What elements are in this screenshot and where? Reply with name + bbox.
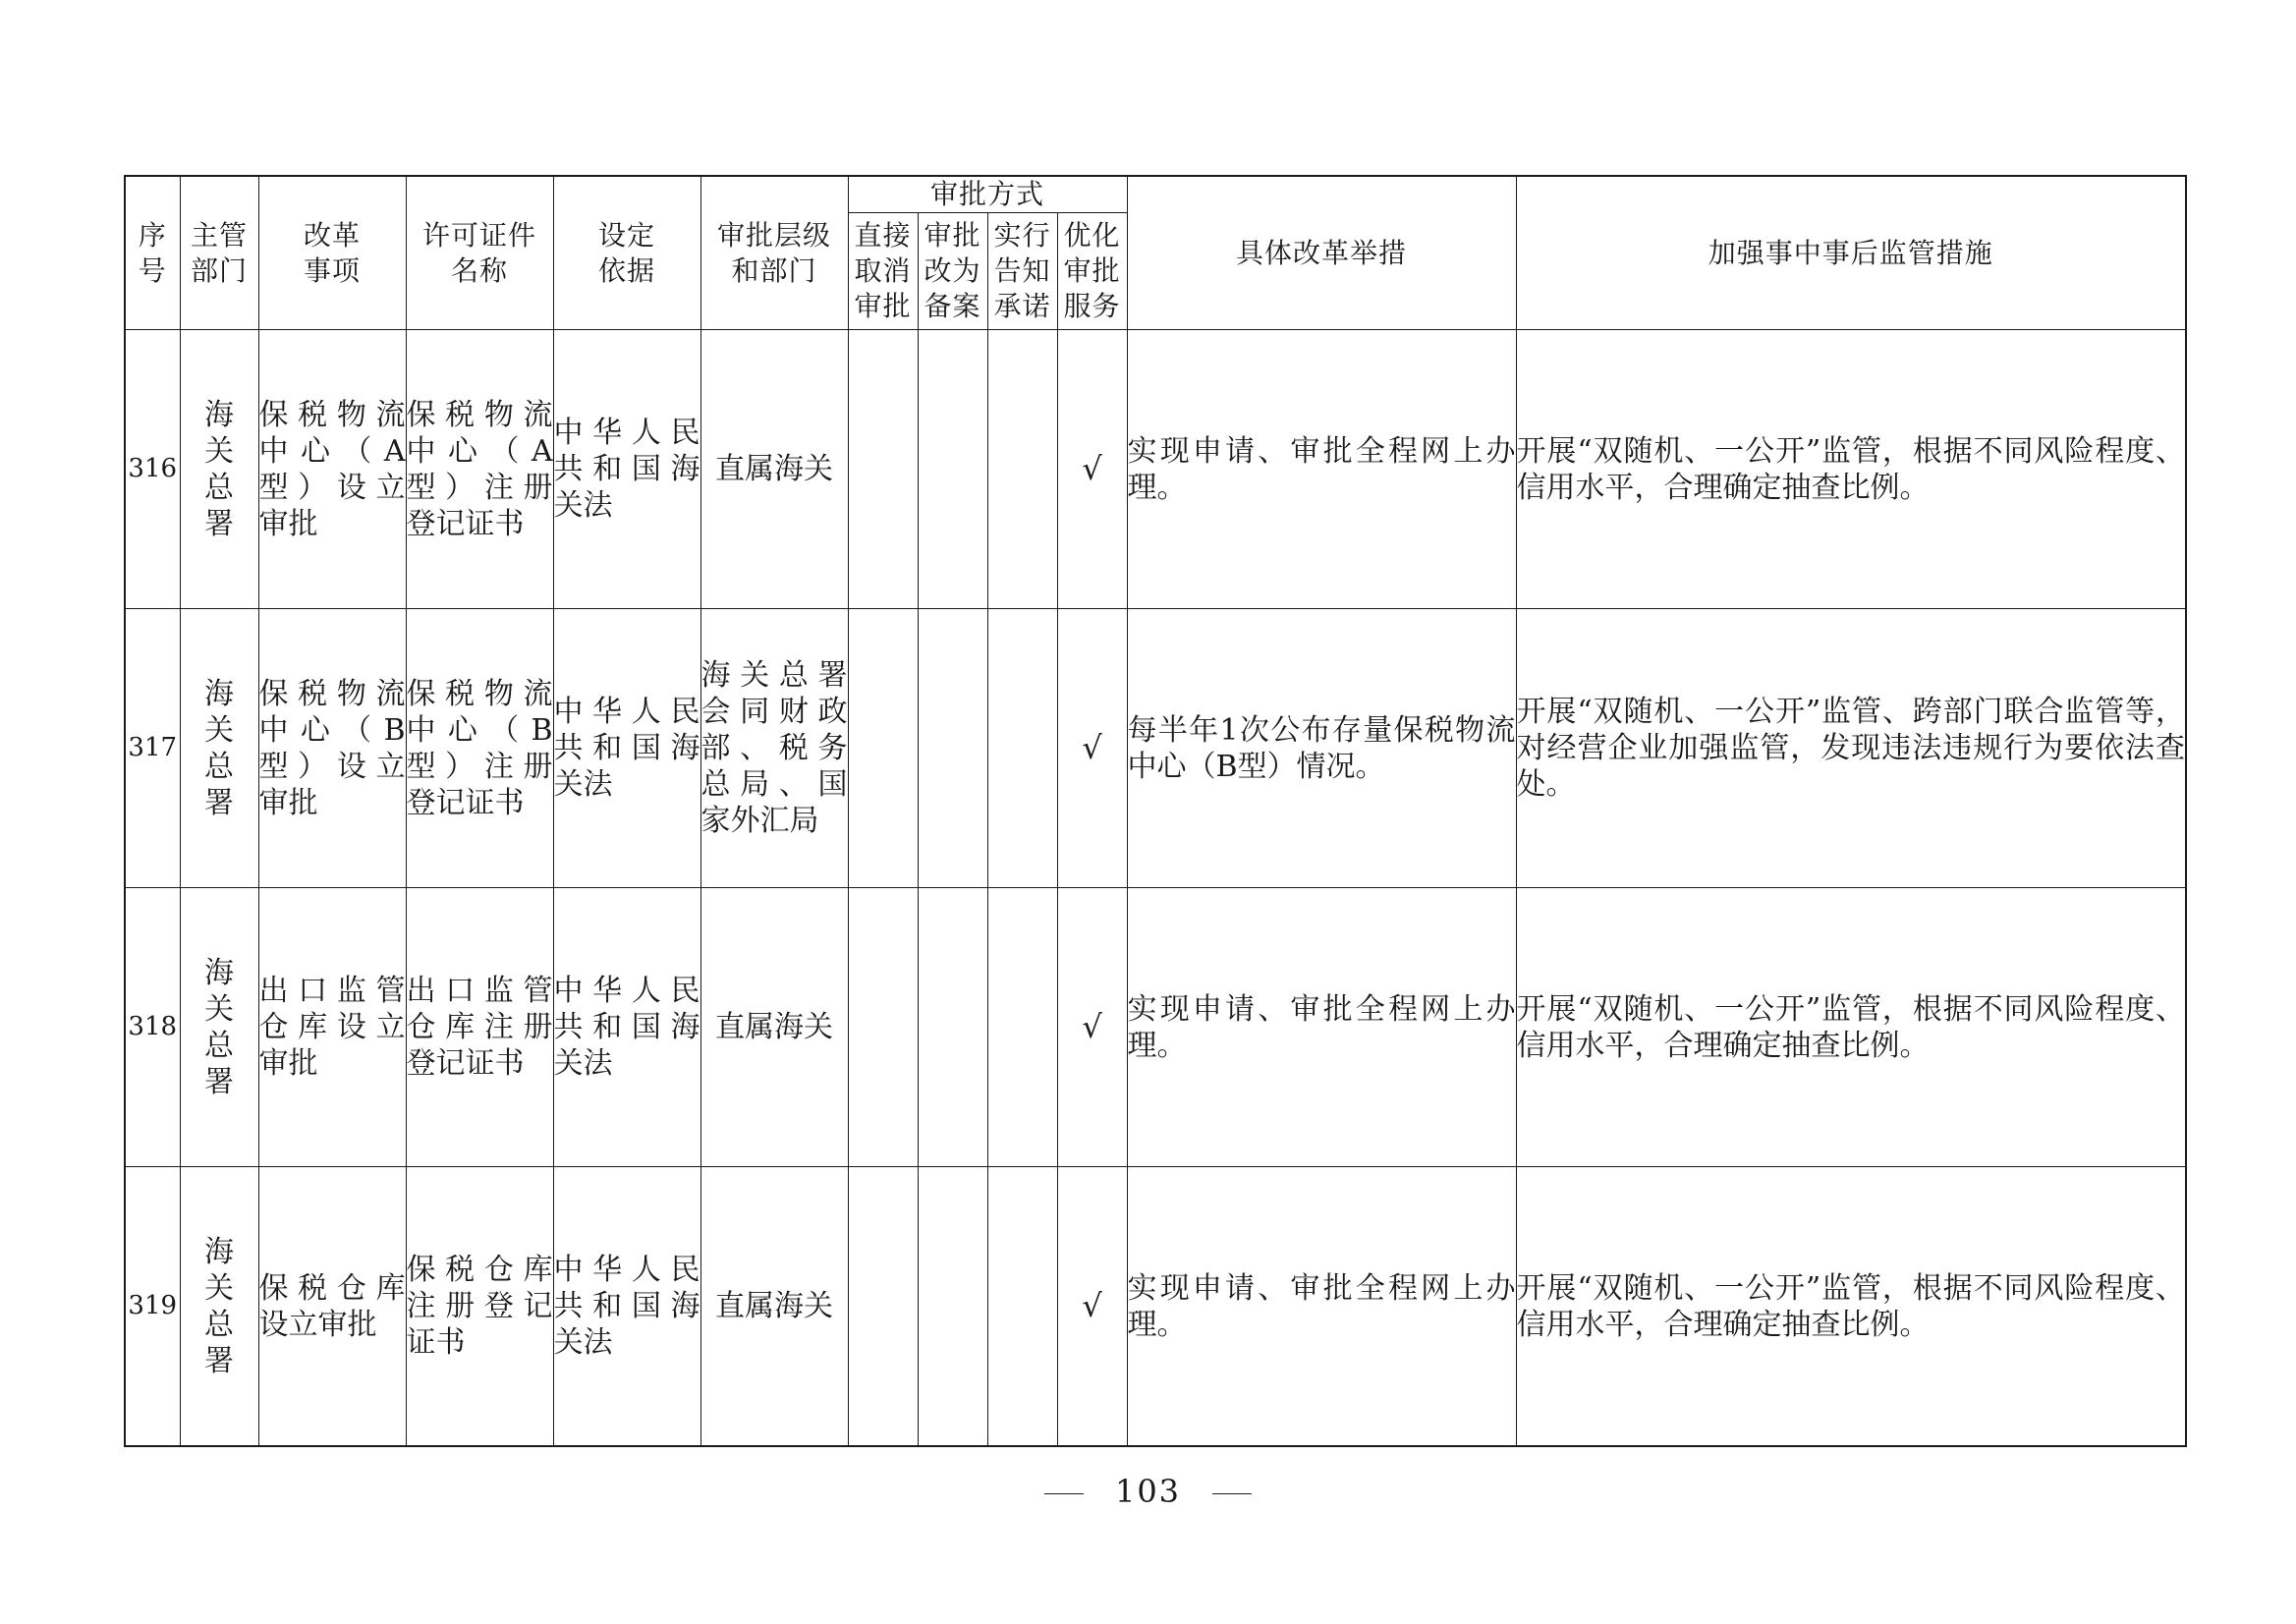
table-row — [125, 609, 2186, 888]
header-method-record: 审批改为备案 — [918, 213, 987, 330]
cell-optimize-check: √ — [1057, 330, 1127, 609]
table-row — [125, 1167, 2186, 1447]
cell-record — [918, 1167, 987, 1447]
header-license: 许可证件名称 — [406, 176, 553, 330]
page-number — [0, 1472, 2296, 1511]
cell-cancel — [848, 609, 918, 888]
header-method-cancel: 直接取消审批 — [848, 213, 918, 330]
cell-notify — [987, 330, 1057, 609]
cell-dept: 海关总署 — [180, 888, 258, 1167]
cell-level: 直属海关 — [700, 888, 848, 1167]
cell-record — [918, 330, 987, 609]
cell-item: 保税仓库设立审批 — [258, 1167, 406, 1447]
cell-license: 保税物流中心（B型）注册登记证书 — [406, 609, 553, 888]
reform-table — [124, 175, 2187, 1447]
cell-measures: 实现申请、审批全程网上办理。 — [1127, 330, 1516, 609]
header-level: 审批层级和部门 — [700, 176, 848, 330]
cell-dept: 海关总署 — [180, 330, 258, 609]
header-supervision: 加强事中事后监管措施 — [1516, 176, 2186, 330]
cell-notify — [987, 1167, 1057, 1447]
cell-cancel — [848, 888, 918, 1167]
table-row — [125, 330, 2186, 609]
header-method-notify: 实行告知承诺 — [987, 213, 1057, 330]
cell-license: 保税仓库注册登记证书 — [406, 1167, 553, 1447]
cell-level: 海关总署会同财政部、税务总局、国家外汇局 — [700, 609, 848, 888]
header-measures: 具体改革举措 — [1127, 176, 1516, 330]
page-number-dash-right — [1212, 1493, 1252, 1494]
header-item: 改革事项 — [258, 176, 406, 330]
cell-measures: 实现申请、审批全程网上办理。 — [1127, 888, 1516, 1167]
cell-license: 保税物流中心（A型）注册登记证书 — [406, 330, 553, 609]
table-row — [125, 888, 2186, 1167]
header-seq: 序号 — [125, 176, 180, 330]
cell-measures: 每半年1次公布存量保税物流中心（B型）情况。 — [1127, 609, 1516, 888]
cell-record — [918, 888, 987, 1167]
cell-seq: 316 — [125, 330, 180, 609]
cell-dept: 海关总署 — [180, 609, 258, 888]
page-number-dash-left — [1044, 1493, 1084, 1494]
cell-seq: 319 — [125, 1167, 180, 1447]
cell-optimize-check: √ — [1057, 888, 1127, 1167]
cell-record — [918, 609, 987, 888]
cell-basis: 中华人民共和国海关法 — [553, 888, 700, 1167]
header-method-optimize: 优化审批服务 — [1057, 213, 1127, 330]
cell-item: 保税物流中心（B型）设立审批 — [258, 609, 406, 888]
cell-notify — [987, 888, 1057, 1167]
cell-seq: 318 — [125, 888, 180, 1167]
cell-license: 出口监管仓库注册登记证书 — [406, 888, 553, 1167]
cell-notify — [987, 609, 1057, 888]
cell-basis: 中华人民共和国海关法 — [553, 1167, 700, 1447]
cell-level: 直属海关 — [700, 330, 848, 609]
cell-cancel — [848, 1167, 918, 1447]
cell-seq: 317 — [125, 609, 180, 888]
cell-supervision: 开展“双随机、一公开”监管，根据不同风险程度、信用水平，合理确定抽查比例。 — [1516, 330, 2186, 609]
page-number-value: 103 — [1114, 1473, 1182, 1510]
cell-basis: 中华人民共和国海关法 — [553, 330, 700, 609]
cell-item: 出口监管仓库设立审批 — [258, 888, 406, 1167]
cell-item: 保税物流中心（A型）设立审批 — [258, 330, 406, 609]
cell-level: 直属海关 — [700, 1167, 848, 1447]
header-method-group: 审批方式 — [848, 176, 1127, 213]
cell-measures: 实现申请、审批全程网上办理。 — [1127, 1167, 1516, 1447]
cell-supervision: 开展“双随机、一公开”监管，根据不同风险程度、信用水平，合理确定抽查比例。 — [1516, 1167, 2186, 1447]
cell-basis: 中华人民共和国海关法 — [553, 609, 700, 888]
cell-optimize-check: √ — [1057, 1167, 1127, 1447]
cell-supervision: 开展“双随机、一公开”监管、跨部门联合监管等，对经营企业加强监管，发现违法违规行为要依法查处。 — [1516, 609, 2186, 888]
cell-dept: 海关总署 — [180, 1167, 258, 1447]
header-basis: 设定依据 — [553, 176, 700, 330]
header-dept: 主管部门 — [180, 176, 258, 330]
cell-supervision: 开展“双随机、一公开”监管，根据不同风险程度、信用水平，合理确定抽查比例。 — [1516, 888, 2186, 1167]
cell-cancel — [848, 330, 918, 609]
cell-optimize-check: √ — [1057, 609, 1127, 888]
